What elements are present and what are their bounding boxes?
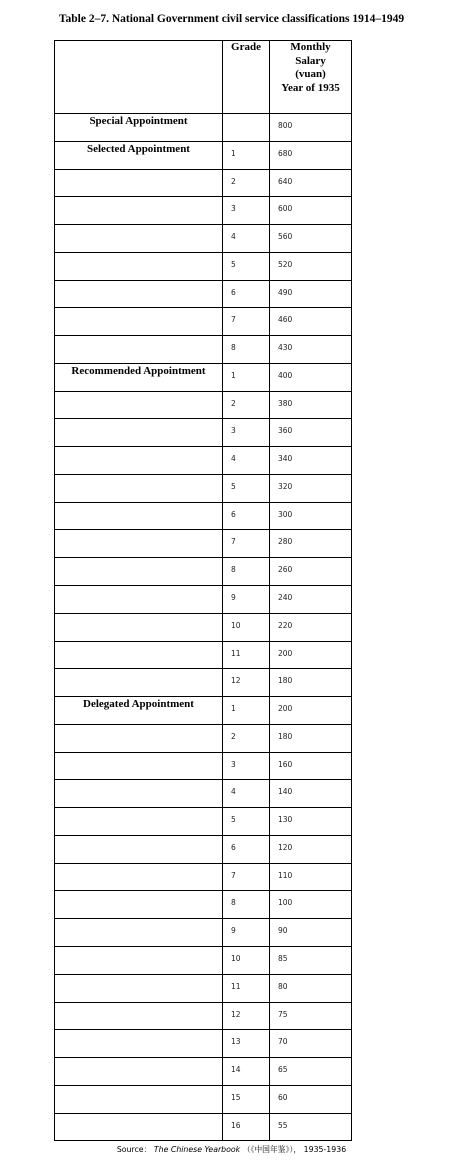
category-cell (55, 724, 223, 752)
category-cell (55, 1030, 223, 1058)
salary-cell: 360 (270, 419, 352, 447)
table-row (55, 1085, 352, 1113)
grade-cell: 4 (223, 225, 270, 253)
header-grade: Grade (223, 41, 270, 114)
category-cell (55, 419, 223, 447)
grade-cell: 16 (223, 1113, 270, 1141)
table-row (55, 613, 352, 641)
header-salary-line: Salary (295, 54, 326, 67)
salary-cell: 560 (270, 225, 352, 253)
table-row (55, 835, 352, 863)
category-cell (55, 447, 223, 475)
salary-cell: 640 (270, 169, 352, 197)
table-row (55, 225, 352, 253)
salary-cell: 240 (270, 586, 352, 614)
category-cell (55, 780, 223, 808)
salary-cell: 300 (270, 502, 352, 530)
salary-cell: 140 (270, 780, 352, 808)
category-cell (55, 946, 223, 974)
salary-cell: 380 (270, 391, 352, 419)
table-title: Table 2–7. National Government civil service classifications 1914–1949 (58, 13, 405, 25)
table-row (55, 586, 352, 614)
category-cell (55, 808, 223, 836)
table-row (55, 641, 352, 669)
salary-cell: 600 (270, 197, 352, 225)
category-cell (55, 752, 223, 780)
category-cell (55, 502, 223, 530)
table-row (55, 669, 352, 697)
source-years: 1935-1936 (303, 1145, 347, 1154)
header-salary-line: Year of 1935 (281, 81, 340, 94)
category-cell (55, 586, 223, 614)
table-row (55, 752, 352, 780)
table-row (55, 419, 352, 447)
grade-cell: 4 (223, 780, 270, 808)
category-cell (55, 919, 223, 947)
category-cell (55, 669, 223, 697)
salary-cell: 520 (270, 252, 352, 280)
grade-cell: 2 (223, 724, 270, 752)
salary-cell: 800 (270, 114, 352, 142)
source-prefix: Source： (116, 1145, 152, 1154)
salary-cell: 160 (270, 752, 352, 780)
grade-cell: 3 (223, 752, 270, 780)
table-row (55, 558, 352, 586)
grade-cell: 9 (223, 586, 270, 614)
category-cell: Recommended Appointment (55, 363, 223, 391)
category-cell (55, 280, 223, 308)
source-note (0, 1144, 463, 1155)
table-row (55, 974, 352, 1002)
grade-cell: 1 (223, 697, 270, 725)
table-row (55, 141, 352, 169)
grade-cell: 12 (223, 1002, 270, 1030)
table-row (55, 724, 352, 752)
grade-cell: 11 (223, 974, 270, 1002)
header-salary-line: Monthly (290, 41, 331, 53)
grade-cell: 2 (223, 169, 270, 197)
category-cell (55, 558, 223, 586)
category-cell: Selected Appointment (55, 141, 223, 169)
salary-cell: 120 (270, 835, 352, 863)
table-row (55, 502, 352, 530)
grade-cell: 7 (223, 863, 270, 891)
table-row (55, 391, 352, 419)
salary-cell: 55 (270, 1113, 352, 1141)
source-book-title: The Chinese Yearbook (153, 1145, 241, 1154)
grade-cell: 9 (223, 919, 270, 947)
table-body (55, 114, 352, 1141)
salary-cell: 130 (270, 808, 352, 836)
grade-cell: 10 (223, 613, 270, 641)
grade-cell: 3 (223, 419, 270, 447)
civil-service-table (54, 40, 352, 1141)
salary-cell: 85 (270, 946, 352, 974)
category-cell (55, 252, 223, 280)
salary-cell: 80 (270, 974, 352, 1002)
category-cell (55, 1113, 223, 1141)
table-row (55, 1030, 352, 1058)
salary-cell: 60 (270, 1085, 352, 1113)
grade-cell: 1 (223, 363, 270, 391)
category-cell (55, 169, 223, 197)
category-cell (55, 197, 223, 225)
salary-cell: 65 (270, 1058, 352, 1086)
salary-cell: 430 (270, 336, 352, 364)
category-cell (55, 1085, 223, 1113)
category-cell (55, 1002, 223, 1030)
table-row (55, 1002, 352, 1030)
salary-cell: 70 (270, 1030, 352, 1058)
grade-cell: 11 (223, 641, 270, 669)
category-cell (55, 336, 223, 364)
grade-cell: 4 (223, 447, 270, 475)
table-row (55, 946, 352, 974)
salary-cell: 90 (270, 919, 352, 947)
grade-cell: 5 (223, 252, 270, 280)
category-cell (55, 308, 223, 336)
category-cell (55, 225, 223, 253)
header-salary-line: (vuan) (295, 68, 326, 80)
category-cell (55, 613, 223, 641)
table-row (55, 1058, 352, 1086)
salary-cell: 400 (270, 363, 352, 391)
table-row (55, 252, 352, 280)
grade-cell: 10 (223, 946, 270, 974)
grade-cell: 6 (223, 835, 270, 863)
salary-cell: 490 (270, 280, 352, 308)
salary-cell: 680 (270, 141, 352, 169)
category-cell (55, 530, 223, 558)
salary-cell: 260 (270, 558, 352, 586)
table-row (55, 308, 352, 336)
salary-cell: 460 (270, 308, 352, 336)
category-cell (55, 891, 223, 919)
category-cell: Special Appointment (55, 114, 223, 142)
table-row (55, 697, 352, 725)
grade-cell: 5 (223, 808, 270, 836)
category-cell (55, 974, 223, 1002)
salary-cell: 200 (270, 697, 352, 725)
source-chinese-title-text: 《中国年鉴》）， (250, 1145, 302, 1154)
grade-cell (223, 114, 270, 142)
grade-cell: 7 (223, 308, 270, 336)
salary-cell: 180 (270, 669, 352, 697)
source-chinese-title: （《中国年鉴》）， (242, 1145, 302, 1154)
category-cell (55, 391, 223, 419)
grade-cell: 8 (223, 558, 270, 586)
table-row (55, 447, 352, 475)
salary-cell: 200 (270, 641, 352, 669)
table-row (55, 197, 352, 225)
table-row (55, 780, 352, 808)
salary-cell: 110 (270, 863, 352, 891)
grade-cell: 2 (223, 391, 270, 419)
salary-cell: 180 (270, 724, 352, 752)
salary-cell: 75 (270, 1002, 352, 1030)
table-row (55, 808, 352, 836)
table-row (55, 474, 352, 502)
grade-cell: 13 (223, 1030, 270, 1058)
grade-cell: 8 (223, 891, 270, 919)
grade-cell: 1 (223, 141, 270, 169)
grade-cell: 6 (223, 280, 270, 308)
salary-cell: 320 (270, 474, 352, 502)
table-row (55, 919, 352, 947)
header-category (55, 41, 223, 114)
table-row (55, 280, 352, 308)
grade-cell: 3 (223, 197, 270, 225)
grade-cell: 7 (223, 530, 270, 558)
table-row (55, 336, 352, 364)
grade-cell: 6 (223, 502, 270, 530)
category-cell (55, 1058, 223, 1086)
table-row (55, 863, 352, 891)
category-cell (55, 641, 223, 669)
table-row (55, 1113, 352, 1141)
category-cell: Delegated Appointment (55, 697, 223, 725)
grade-cell: 14 (223, 1058, 270, 1086)
category-cell (55, 835, 223, 863)
salary-cell: 280 (270, 530, 352, 558)
salary-cell: 220 (270, 613, 352, 641)
table-header-row (55, 41, 352, 114)
grade-cell: 5 (223, 474, 270, 502)
salary-cell: 340 (270, 447, 352, 475)
grade-cell: 15 (223, 1085, 270, 1113)
grade-cell: 12 (223, 669, 270, 697)
header-salary (270, 41, 352, 114)
table-row (55, 530, 352, 558)
category-cell (55, 863, 223, 891)
category-cell (55, 474, 223, 502)
table-row (55, 114, 352, 142)
salary-cell: 100 (270, 891, 352, 919)
grade-cell: 8 (223, 336, 270, 364)
table-row (55, 363, 352, 391)
table-row (55, 891, 352, 919)
table-row (55, 169, 352, 197)
